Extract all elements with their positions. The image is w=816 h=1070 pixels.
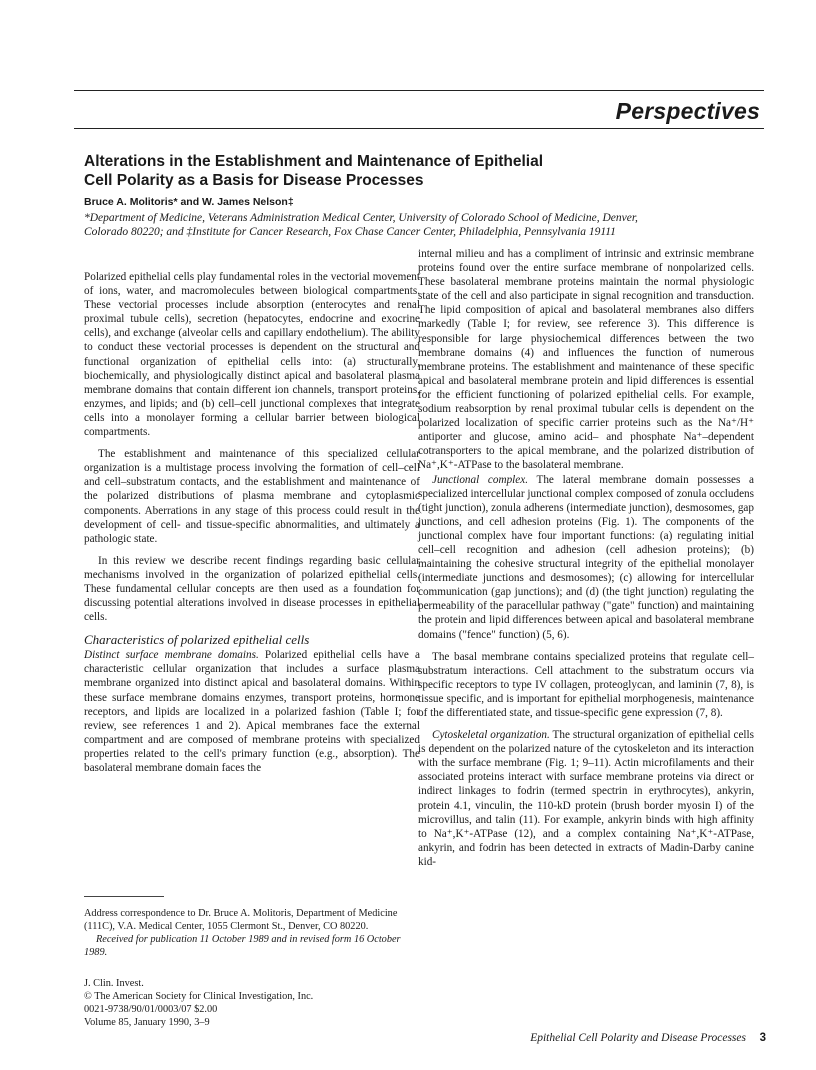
paragraph: In this review we describe recent findings regarding basic cellular mechanisms involved in the organization of polarized epithelial cells. These fundamental cellular concepts are then used as a foundation for discussing potential alterations involved in disease processes in epithelial cells. (84, 554, 420, 624)
page-number: 3 (759, 1032, 766, 1044)
paragraph (84, 648, 420, 775)
volume-line: Volume 85, January 1990, 3–9 (84, 1017, 210, 1028)
affiliations (84, 211, 744, 239)
top-rule (74, 90, 764, 91)
correspondence-note (84, 907, 404, 959)
paragraph (418, 728, 754, 869)
received-date: Received for publication 11 October 1989 and in revised form 16 October 1989. (84, 934, 401, 958)
paragraph: The establishment and maintenance of this specialized cellular organization is a multistage process involving the formation of cell–cell and cell–substratum contacts, and the establishment and maintenance of the polarized distributions of plasma membrane and cytoplasmic components. Aberrations in any stage of this process could result in the development of cell- and tissue-specific abnormalities, and ultimately a pathologic state. (84, 448, 420, 545)
footnote-rule (84, 896, 164, 897)
subheading: Cytoskeletal organization. (432, 729, 550, 742)
header-rule (74, 128, 764, 129)
affiliation-line: Colorado 80220; and ‡Institute for Cancer Research, Fox Chase Cancer Center, Philadelphia, Pennsylvania 19111 (84, 226, 616, 238)
correspondence-address: Address correspondence to Dr. Bruce A. Molitoris, Department of Medicine (111C), V.A. Medical Center, 1055 Clermont St., Denver, CO 80220. (84, 908, 398, 932)
paragraph-text: The lateral membrane domain possesses a specialized intercellular junctional complex composed of zonula occludens (tight junction), zonula adherens (intermediate junction), desmosomes, gap junctions, and cell adhesion proteins (Fig. 1). The components of the junctional complex have four important functions: (a) regulating initial cell–cell recognition and adhesion (cell adhesion proteins); (b) maintaining the cohesive structural integrity of the epithelial monolayer (intermediate junctions and desmosomes); (c) allowing for intercellular communication (gap junctions); and (d) (the tight junction) regulating the permeability of the paracellular pathway ("gate" function) and maintaining the protein and lipid differences between apical and basolateral membrane domains ("fence" function) (5, 6). (418, 473, 754, 641)
publication-info (84, 977, 404, 1029)
title-line: Alterations in the Establishment and Maintenance of Epithelial (84, 153, 544, 170)
paragraph: Polarized epithelial cells play fundamental roles in the vectorial movement of ions, water, and macromolecules between biological compartments. These vectorial processes include absorption (enterocytes and renal proximal tubule cells), secretion (hepatocytes, endocrine and exocrine cells), and exchange (alveolar cells and capillary endothelium). The ability to conduct these vectorial processes is dependent on the structural and functional organization of epithelial cells into: (a) structurally, biochemically, and physiologically distinct apical and basolateral plasma membrane domains that contain different ion channels, transport proteins, enzymes, and lipids; and (b) cell–cell junctional complexes that integrate cells into a monolayer forming a cellular barrier between biological compartments. (84, 271, 420, 439)
title-line: Cell Polarity as a Basis for Disease Processes (84, 172, 424, 189)
journal-name: J. Clin. Invest. (84, 978, 144, 989)
subheading: Junctional complex. (432, 473, 528, 486)
paragraph (418, 473, 754, 642)
affiliation-line: *Department of Medicine, Veterans Administration Medical Center, University of Colorado School of Medicine, Denver, (84, 212, 638, 224)
copyright: © The American Society for Clinical Investigation, Inc. (84, 991, 314, 1002)
section-heading: Characteristics of polarized epithelial cells (84, 632, 310, 648)
paragraph-text: The structural organization of epithelial cells is dependent on the polarized nature of the cytoskeleton and its interaction with the surface membrane (Fig. 1; 9–11). Actin microfilaments and their associated proteins interact with surface membrane proteins via direct or indirect linkages to fodrin (termed spectrin in erythrocytes), ankyrin, protein 4.1, vinculin, the 110-kD protein (brush border myosin I) of the microvillus, and talin (11). For example, ankyrin binds with high affinity to Na⁺,K⁺-ATPase (12), and a complex containing Na⁺,K⁺-ATPase, ankyrin, and fodrin has been detected in extracts of Madin-Darby canine kid- (418, 729, 754, 868)
section-label: Perspectives (615, 98, 760, 124)
paragraph: internal milieu and has a compliment of intrinsic and extrinsic membrane proteins found over the entire surface membrane of nonpolarized cells. These basolateral membrane proteins maintain the normal physiologic state of the cell and also participate in signal recognition and transduction. The lipid composition of apical and basolateral membranes also differs markedly (Table I; for review, see reference 3). This difference is responsible for large physiochemical differences between the two membrane domains (4) and influences the function of numerous membrane proteins. The establishment and maintenance of these specific apical and basolateral membrane protein and lipid differences is essential for the efficient functioning of polarized epithelial cells. For example, sodium reabsorption by renal proximal tubular cells is dependent on the polarized localization of specific carrier proteins such as the Na⁺/H⁺ antiporter and glucose, amino acid– and phosphate Na⁺–dependent cotransporters to the apical membrane, and the polarized distribution of Na⁺,K⁺-ATPase to the basolateral membrane. (418, 248, 754, 472)
left-column (84, 270, 420, 775)
running-head: Epithelial Cell Polarity and Disease Processes (530, 1032, 746, 1044)
paragraph: The basal membrane contains specialized proteins that regulate cell–substratum interactions. Cell attachment to the substratum occurs via specific receptors to type IV collagen, proteoglycan, and laminin (7, 8), is tissue specific, and is important for epithelial morphogenesis, maintenance of the differentiated state, and tissue-specific gene expression (7, 8). (418, 650, 754, 719)
article-title (84, 152, 684, 190)
right-column (418, 247, 754, 869)
paragraph-text: Polarized epithelial cells have a characteristic cellular organization that includes a surface plasma membrane organized into distinct apical and basolateral domains. Within these surface membrane domains enzymes, transport proteins, hormone receptors, and lipids are localized in a polarized fashion (Table I; for review, see references 1 and 2). Apical membranes face the external compartment and are composed of membrane proteins with specialized properties related to the cell's primary function (e.g., absorption). The basolateral membrane domain faces the (84, 649, 420, 774)
authors: Bruce A. Molitoris* and W. James Nelson‡ (84, 196, 294, 208)
subheading: Distinct surface membrane domains. (84, 649, 259, 662)
issn-line: 0021-9738/90/01/0003/07 $2.00 (84, 1004, 218, 1015)
